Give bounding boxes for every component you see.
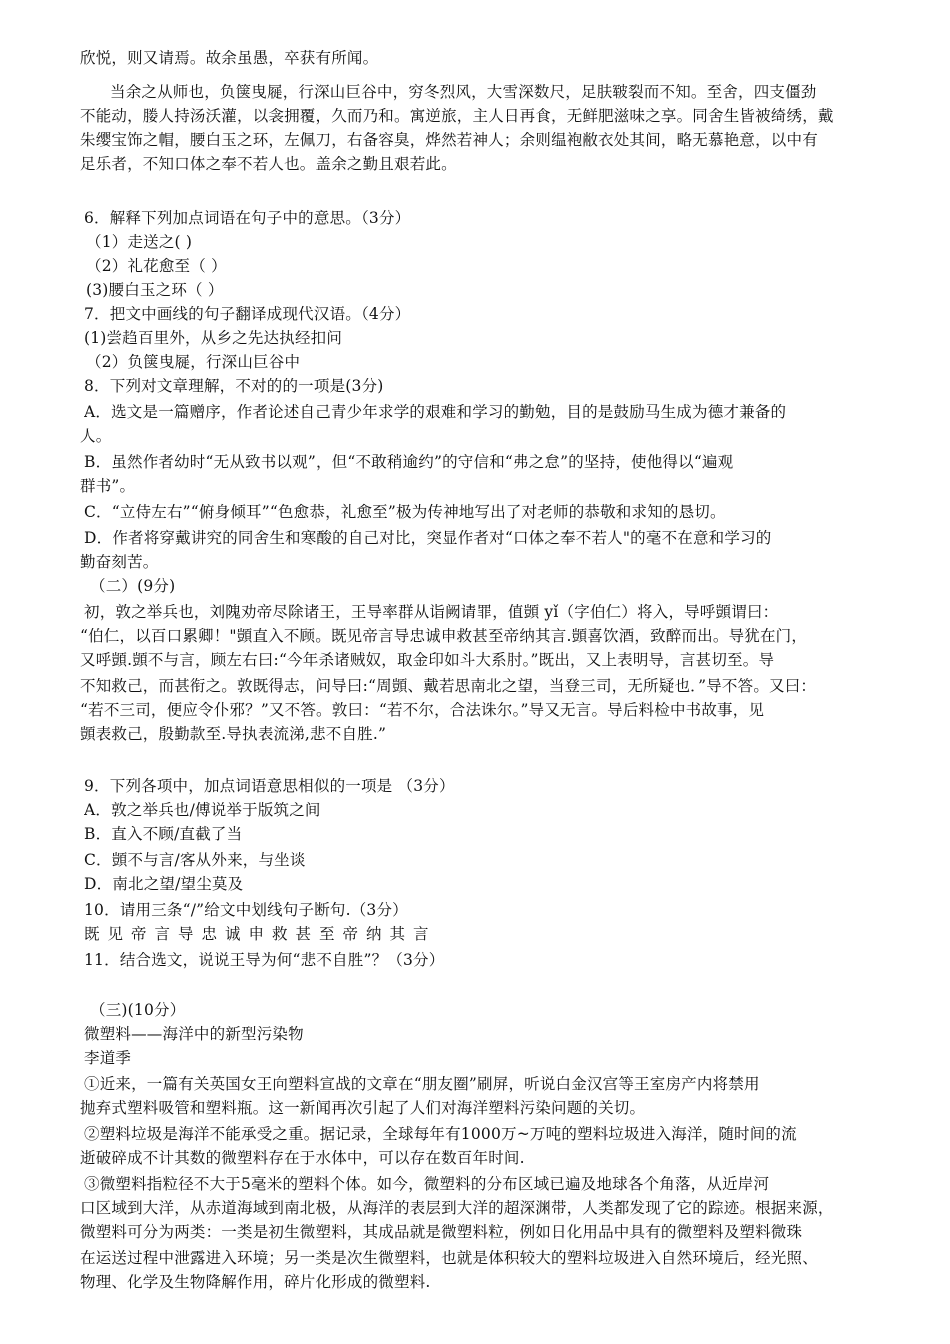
text-line: 口区域到大洋，从赤道海域到南北极，从海洋的表层到大洋的超深渊带，人类都发现了它的踪迹。根据来源，: [80, 1199, 834, 1217]
section-heading: （二）(9分): [90, 577, 176, 595]
text-line: （2）负箧曳屣，行深山巨谷中: [86, 353, 301, 371]
question-11: 11．结合选文，说说王导为何“悲不自胜”？（3分）: [84, 951, 445, 969]
text-line: 又呼顗.顗不与言，顾左右曰:“今年杀诸贼奴，取金印如斗大系肘。”既出，又上表明导，言甚切至。导: [80, 651, 775, 669]
text-line: (1)尝趋百里外，从乡之先达执经扣问: [84, 329, 343, 347]
option-b: B．虽然作者幼时“无从致书以观”，但“不敢稍逾约”的守信和“弗之怠”的坚持，使他得以“遍观: [84, 453, 734, 471]
option-c: C．顗不与言/客从外来，与坐谈: [84, 851, 306, 869]
paragraph-3: ③微塑料指粒径不大于5毫米的塑料个体。如今，微塑料的分布区域已遍及地球各个角落，从近岸河: [84, 1175, 770, 1193]
option-c: C．“立侍左右”“俯身倾耳”“色愈恭，礼愈至”极为传神地写出了对老师的恭敬和求知的恳切。: [84, 503, 726, 521]
option-d: D．南北之望/望尘莫及: [84, 875, 244, 893]
text-line: “若不三司，便应令仆邪？”又不答。敦曰：“若不尔，合法诛尔。”导又无言。导后料检中书故事，见: [80, 701, 765, 719]
text-line: 欣悦，则又请焉。故余虽愚，卒获有所闻。: [80, 49, 379, 67]
question-8: 8．下列对文章理解，不对的的一项是(3分): [84, 377, 384, 395]
question-9: 9．下列各项中，加点词语意思相似的一项是 （3分）: [84, 777, 455, 795]
text-line: (3)腰白玉之环（ ）: [86, 281, 224, 299]
text-line: 抛弃式塑料吸管和塑料瓶。这一新闻再次引起了人们对海洋塑料污染问题的关切。: [80, 1099, 646, 1117]
text-line: 在运送过程中泄露进入环境；另一类是次生微塑料，也就是体积较大的塑料垃圾进入自然环境后，经光照、: [80, 1249, 818, 1267]
text-line: 当余之从师也，负箧曳屣，行深山巨谷中，穷冬烈风，大雪深数尺，足肤皲裂而不知。至舍，四支僵劲: [110, 83, 817, 101]
text-line: （2）礼花愈至（ ）: [86, 257, 227, 275]
paragraph-2: ②塑料垃圾是海洋不能承受之重。据记录，全球每年有1000万~万吨的塑料垃圾进入海洋，随时间的流: [84, 1125, 797, 1143]
option-a: A．敦之举兵也/傅说举于版筑之间: [84, 801, 321, 819]
text-line: 逝破碎成不计其数的微塑料存在于水体中，可以存在数百年时间.: [80, 1149, 525, 1167]
question-10: 10．请用三条“/”给文中划线句子断句.（3分）: [84, 901, 408, 919]
text-line: 人。: [80, 427, 112, 445]
option-a: A．选文是一篇赠序，作者论述自己青少年求学的艰难和学习的勤勉，目的是鼓励马生成为德才兼备的: [84, 403, 787, 421]
text-line: 朱缨宝饰之帽，腰白玉之环，左佩刀，右备容臭，烨然若神人；余则缊袍敝衣处其间，略无慕艳意，以中有: [80, 131, 818, 149]
section-heading: （三)(10分）: [90, 1001, 186, 1019]
text-line: 初，敦之举兵也，刘隗劝帝尽除诸王，王导率群从诣阙请罪，值顗 yǐ（字伯仁）将入，导呼顗谓曰：: [84, 603, 779, 621]
sentence-to-punctuate: 既见帝言导忠诚申救甚至帝纳其言: [84, 925, 437, 943]
paragraph-1: ①近来，一篇有关英国女王向塑料宣战的文章在“朋友圈”刷屏，听说白金汉宫等王室房产内将禁用: [84, 1075, 760, 1093]
text-line: 顗表救己，殷勤款至.导执表流涕,悲不自胜.”: [80, 725, 387, 743]
text-line: 微塑料可分为两类：一类是初生微塑料，其成品就是微塑料粒，例如日化用品中具有的微塑料及塑料微珠: [80, 1223, 803, 1241]
text-line: 足乐者，不知口体之奉不若人也。盖余之勤且艰若此。: [80, 155, 457, 173]
question-7: 7．把文中画线的句子翻译成现代汉语。（4分）: [84, 305, 411, 323]
option-b: B．直入不顾/直截了当: [84, 825, 243, 843]
text-line: 物理、化学及生物降解作用，碎片化形成的微塑料.: [80, 1273, 431, 1291]
text-line: “伯仁，以百口累卿！"顗直入不顾。既见帝言导忠诚申救甚至帝纳其言.顗喜饮酒，致醉而出。导犹在门，: [80, 627, 808, 645]
option-d: D．作者将穿戴讲究的同舍生和寒酸的自己对比，突显作者对“口体之奉不若人"的毫不在意和学习的: [84, 529, 772, 547]
article-author: 李道季: [84, 1049, 132, 1067]
text-line: 不能动，媵人持汤沃灌，以衾拥覆，久而乃和。寓逆旅，主人日再食，无鲜肥滋味之享。同舍生皆被绮绣，戴: [80, 107, 834, 125]
text-line: 勤奋刻苦。: [80, 553, 159, 571]
text-line: 不知救己，而甚衔之。敦既得志，问导曰:“周顗、戴若思南北之望，当登三司，无所疑也．”导不答。又曰：: [80, 677, 817, 695]
text-line: （1）走送之( ): [86, 233, 193, 251]
article-title: 微塑料——海洋中的新型污染物: [84, 1025, 304, 1043]
text-line: 群书”。: [80, 477, 136, 495]
question-6: 6．解释下列加点词语在句子中的意思。（3分）: [84, 209, 411, 227]
